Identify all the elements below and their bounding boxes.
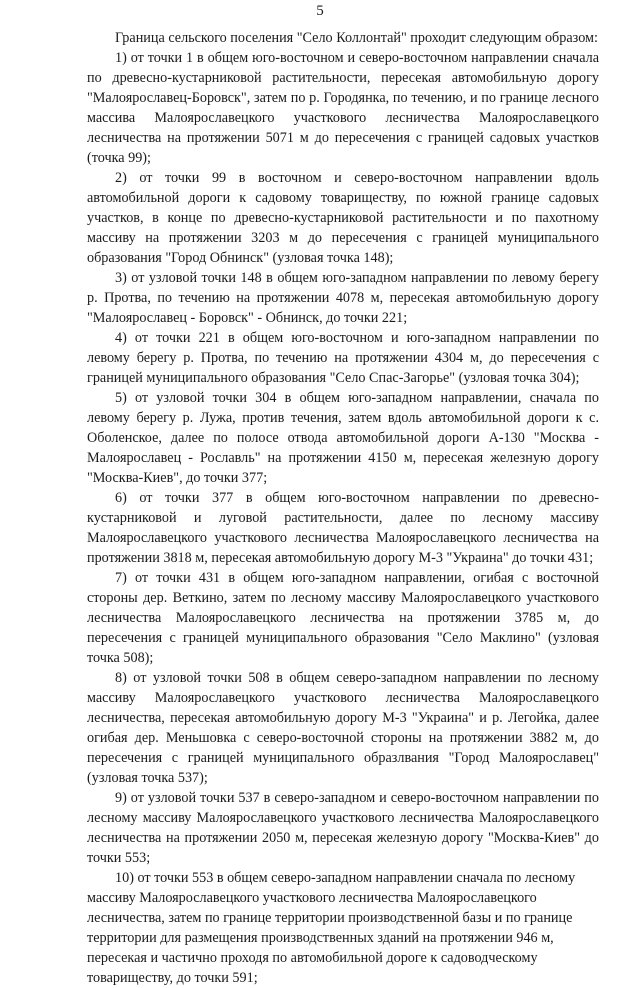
boundary-item-9: 9) от узловой точки 537 в северо-западном и северо-восточном направлении по лесному массиву Малоярославецкого участкового лесничества Малоярославецкого лесничества на протяжении 2050 м, пересекая железную дорогу "Москва-Киев" до точки 553; xyxy=(87,790,599,866)
boundary-item-1: 1) от точки 1 в общем юго-восточном и северо-восточном направлении сначала по древесно-кустарниковой растительности, пересекая автомобильную дорогу "Малоярославец-Боровск", затем по р. Городянка, по течению, и по границе лесного массива Малоярославецкого участкового лесничества Малоярославецкого лесничества на протяжении 5071 м до пересечения с границей садовых участков (точка 99); xyxy=(87,50,599,166)
document-body xyxy=(87,28,599,988)
boundary-item-4: 4) от точки 221 в общем юго-восточном и юго-западном направлении по левому берегу р. Протва, по течению на протяжении 4304 м, до пересечения с границей муниципального образования "Село Спас-Загорье" (узловая точка 304); xyxy=(87,330,599,386)
boundary-item-6: 6) от точки 377 в общем юго-восточном направлении по древесно-кустарниковой и луговой растительности, далее по лесному массиву Малоярославецкого участкового лесничества Малоярославецкого лесничества на протяжении 3818 м, пересекая автомобильную дорогу М-3 "Украина" до точки 431; xyxy=(87,490,599,566)
intro-paragraph: Граница сельского поселения "Село Коллонтай" проходит следующим образом: xyxy=(115,30,598,46)
boundary-item-5: 5) от узловой точки 304 в общем юго-западном направлении, сначала по левому берегу р. Лужа, против течения, затем вдоль автомобильной дороги к с. Оболенское, далее по полосе отвода автомобильной дороги А-130 "Москва - Малоярославец - Рославль" на протяжении 4150 м, пересекая железную дорогу "Москва-Киев", до точки 377; xyxy=(87,390,599,486)
boundary-item-8: 8) от узловой точки 508 в общем северо-западном направлении по лесному массиву Малоярославецкого участкового лесничества Малоярославецкого лесничества, пересекая автомобильную дорогу М-3 "Украина" и р. Легойка, далее огибая дер. Меньшовка с северо-восточной стороны на протяжении 3882 м, до пересечения с границей муниципального образлвания "Город Малоярославец" (узловая точка 537); xyxy=(87,670,599,786)
boundary-item-2: 2) от точки 99 в восточном и северо-восточном направлении вдоль автомобильной дороги к садовому товариществу, по южной границе садовых участков, в конце по древесно-кустарниковой растительности и по пахотному массиву на протяжении 3203 м до пересечения с границей муниципального образования "Город Обнинск" (узловая точка 148); xyxy=(87,170,599,266)
boundary-item-7: 7) от точки 431 в общем юго-западном направлении, огибая с восточной стороны дер. Веткино, затем по лесному массиву Малоярославецкого участкового лесничества Малоярославецкого лесничества на протяжении 3785 м, до пересечения с границей муниципального образования "Село Маклино" (узловая точка 508); xyxy=(87,570,599,666)
page-number: 5 xyxy=(316,3,324,19)
boundary-item-3: 3) от узловой точки 148 в общем юго-западном направлении по левому берегу р. Протва, по течению на протяжении 4078 м, пересекая автомобильную дорогу "Малоярославец - Боровск" - Обнинск, до точки 221; xyxy=(87,270,599,326)
boundary-item-10: 10) от точки 553 в общем северо-западном направлении сначала по лесному массиву Малоярославецкого участкового лесничества Малоярославецкого лесничества, затем по границе территории производственной базы и по границе территории для размещения производственных зданий на протяжении 946 м, пересекая и частично проходя по автомобильной дороге к садоводческому товариществу, до точки 591; xyxy=(87,870,576,986)
